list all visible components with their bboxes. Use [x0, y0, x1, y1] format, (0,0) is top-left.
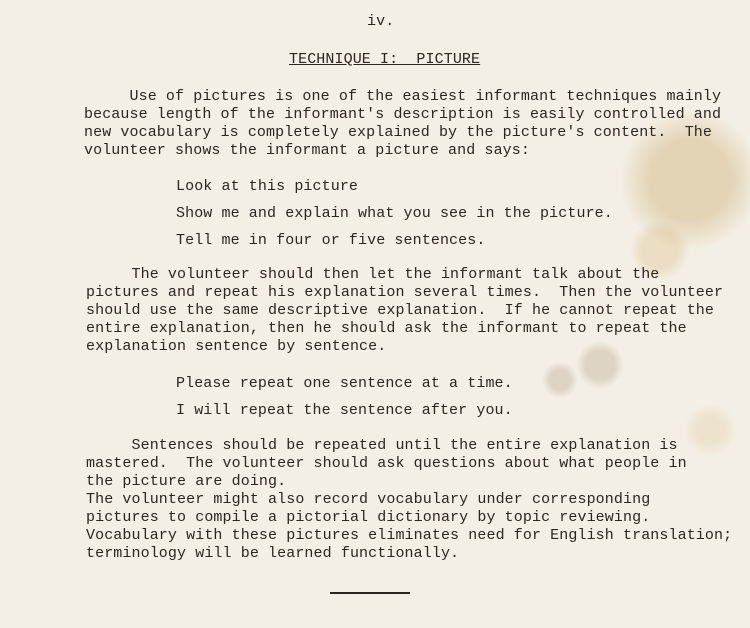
repeat-prompt-1: Please repeat one sentence at a time.	[176, 375, 513, 392]
page-number: iv.	[367, 13, 395, 30]
para3-line-1: Sentences should be repeated until the entire explanation is	[86, 437, 678, 454]
para1-line-3: new vocabulary is completely explained by the picture's content. The	[84, 124, 713, 141]
para2-line-3: should use the same descriptive explanation. If he cannot repeat the	[86, 302, 715, 319]
para2-line-4: entire explanation, then he should ask the informant to repeat the	[86, 320, 687, 337]
para3-line-4: The volunteer might also record vocabulary under corresponding	[86, 491, 651, 508]
para1-line-1: Use of pictures is one of the easiest informant techniques mainly	[84, 88, 722, 105]
para3-line-2: mastered. The volunteer should ask questions about what people in	[86, 455, 687, 472]
para1-line-2: because length of the informant's description is easily controlled and	[84, 106, 722, 123]
section-heading: TECHNIQUE I: PICTURE	[289, 51, 481, 68]
para2-line-2: pictures and repeat his explanation several times. Then the volunteer	[86, 284, 724, 301]
para3-line-6: Vocabulary with these pictures eliminates need for English translation;	[86, 527, 733, 544]
para1-line-4: volunteer shows the informant a picture and says:	[84, 142, 530, 159]
para2-line-5: explanation sentence by sentence.	[86, 338, 387, 355]
prompt-line-1: Look at this picture	[176, 178, 359, 195]
prompt-line-3: Tell me in four or five sentences.	[176, 232, 486, 249]
end-rule	[330, 592, 410, 594]
para2-line-1: The volunteer should then let the informant talk about the	[86, 266, 660, 283]
repeat-prompt-2: I will repeat the sentence after you.	[176, 402, 513, 419]
prompt-line-2: Show me and explain what you see in the picture.	[176, 205, 613, 222]
para3-line-3: the picture are doing.	[86, 473, 287, 490]
para3-line-5: pictures to compile a pictorial dictionary by topic reviewing.	[86, 509, 651, 526]
para3-line-7: terminology will be learned functionally.	[86, 545, 460, 562]
